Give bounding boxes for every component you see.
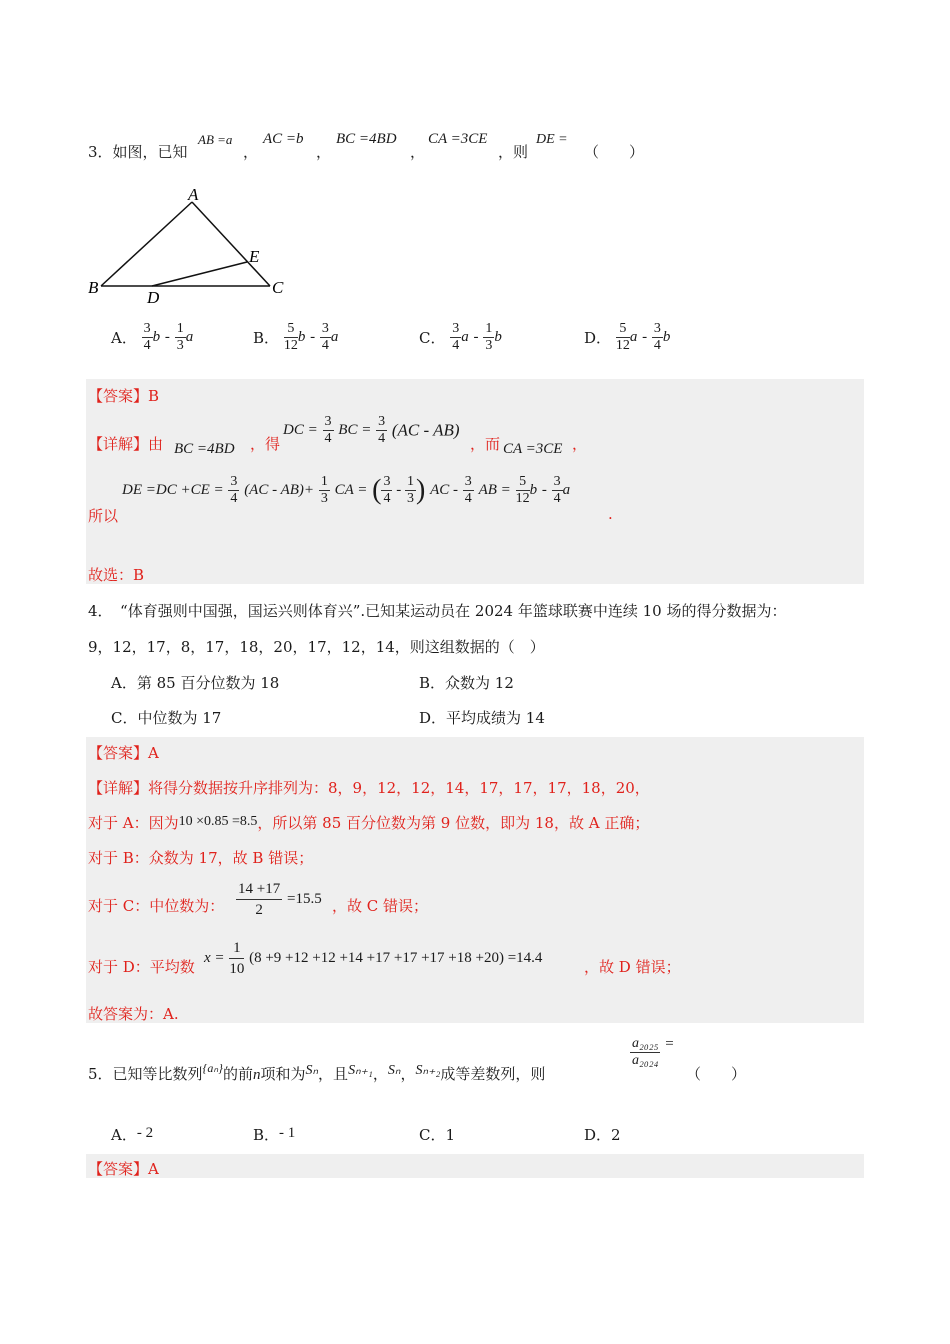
q4-option-a[interactable]: A．第 85 百分位数为 18: [111, 674, 280, 692]
q3-detail-eq: DC = $\frac{3}{4}$ BC = $\frac{3}{4}$ (AC - AB): [283, 414, 460, 446]
edge-ab: [101, 202, 192, 286]
q5-paren: （ ）: [686, 1065, 747, 1083]
q4-line2: 9，12，17，8，17，18，20，17，12，14，则这组数据的（ ）: [88, 638, 545, 656]
q5-stem: 5．已知等比数列$^{\{a_n\}}$的前n项和为Sₙ，且Sₙ₊₁，Sₙ，Sₙ₊₂成等差数列，则: [88, 1061, 546, 1083]
q5-option-d[interactable]: D．2: [584, 1126, 621, 1144]
q4-a-line: 对于 A：因为10 ×0.85 =8.5，所以第 85 百分位数为第 9 位数，即为 18，故 A 正确；: [88, 814, 650, 832]
q3-comma3: ，: [410, 143, 426, 161]
q4-b-line: 对于 B：众数为 17，故 B 错误；: [88, 849, 314, 867]
q4-option-b[interactable]: B．众数为 12: [419, 674, 514, 692]
q3-paren: （ ）: [584, 143, 645, 161]
q3-detail-f: ，而: [470, 435, 501, 453]
q5-answer: 【答案】A: [88, 1160, 159, 1178]
q5-option-c[interactable]: C．1: [419, 1126, 456, 1144]
q4-final: 故答案为：A.: [88, 1005, 179, 1023]
label-e: E: [249, 247, 260, 266]
q4-c-pre: 对于 C：中位数为：: [88, 897, 225, 915]
q5-answer-block: [86, 1154, 864, 1178]
q3-so-end: .: [608, 505, 613, 523]
q3-cond1: AB =a: [198, 132, 233, 147]
q3-choose: 故选：B: [88, 566, 145, 584]
q3-detail-a: BC =4BD: [174, 441, 235, 457]
q3-so-label: 所以: [88, 507, 119, 525]
q4-option-d[interactable]: D．平均成绩为 14: [419, 709, 545, 727]
q5-ratio: $\frac{\text{a₂₀₂₅}}{\text{a₂₀₂₄}}$ =: [632, 1036, 674, 1068]
q3-detail-b: ，得: [250, 435, 281, 453]
q3-detail-label: 【详解】由: [88, 435, 164, 453]
label-d: D: [147, 288, 160, 307]
q3-comma1: ，: [243, 143, 259, 161]
q3-ask: DE =: [536, 132, 568, 147]
q4-line1: 4． “体育强则中国强，国运兴则体育兴”.已知某运动员在 2024 年篮球联赛中连续 10 场的得分数据为：: [88, 602, 787, 620]
q5-option-a[interactable]: A．- 2: [111, 1125, 154, 1144]
q3-comma2: ，: [316, 143, 332, 161]
q3-cond3: BC =4BD: [336, 131, 397, 147]
q3-cond2: AC =b: [263, 131, 304, 147]
q3-then: ，则: [498, 143, 529, 161]
triangle-figure: [80, 180, 300, 310]
q4-option-c[interactable]: C．中位数为 17: [111, 709, 222, 727]
q3-option-a[interactable]: A． $\frac{3}{4}$ b - $\frac{1}{3}$ a: [111, 321, 194, 353]
q3-detail-g: CA =3CE: [503, 441, 563, 457]
q3-so-expression: DE =DC +CE = $\frac{3}{4}$ (AC - AB)+ $\frac{1}{3}$ CA = ( $\frac{3}{4}$ - $\frac{1}{3}$ ) AC - $\frac{3}{4}$ AB = $\frac{5}{12}$ b - $\frac{3}{4}$ a: [122, 474, 571, 506]
q4-detail: 【详解】将得分数据按升序排列为：8，9，12，12，14，17，17，17，18，20，: [88, 779, 650, 797]
q4-d-pre: 对于 D：平均数: [88, 958, 195, 976]
label-c: C: [272, 278, 284, 297]
q3-option-d[interactable]: D． $\frac{5}{12}$ a - $\frac{3}{4}$ b: [584, 321, 671, 353]
q3-answer: 【答案】B: [88, 387, 160, 405]
q4-d-post: ，故 D 错误；: [584, 958, 681, 976]
q3-cond4: CA =3CE: [428, 131, 488, 147]
q4-d-expr: x = $\frac{1}{10}$ (8 +9 +12 +12 +14 +17 +17 +17 +18 +20) =14.4: [204, 940, 543, 977]
q4-answer: 【答案】A: [88, 744, 159, 762]
q3-detail-h: ，: [572, 435, 588, 453]
q5-option-b[interactable]: B．- 1: [253, 1125, 296, 1144]
q4-c-post: ，故 C 错误；: [332, 897, 429, 915]
segment-de: [152, 262, 247, 286]
q3-stem: 3．如图，已知: [88, 143, 188, 161]
label-b: B: [88, 278, 99, 297]
q3-option-b[interactable]: B． $\frac{5}{12}$ b - $\frac{3}{4}$ a: [253, 321, 339, 353]
q4-c-expr: $\frac{14 +17}{2}$ =15.5: [238, 881, 322, 918]
label-a: A: [188, 185, 199, 204]
q3-option-c[interactable]: C． $\frac{3}{4}$ a - $\frac{1}{3}$ b: [419, 321, 502, 353]
